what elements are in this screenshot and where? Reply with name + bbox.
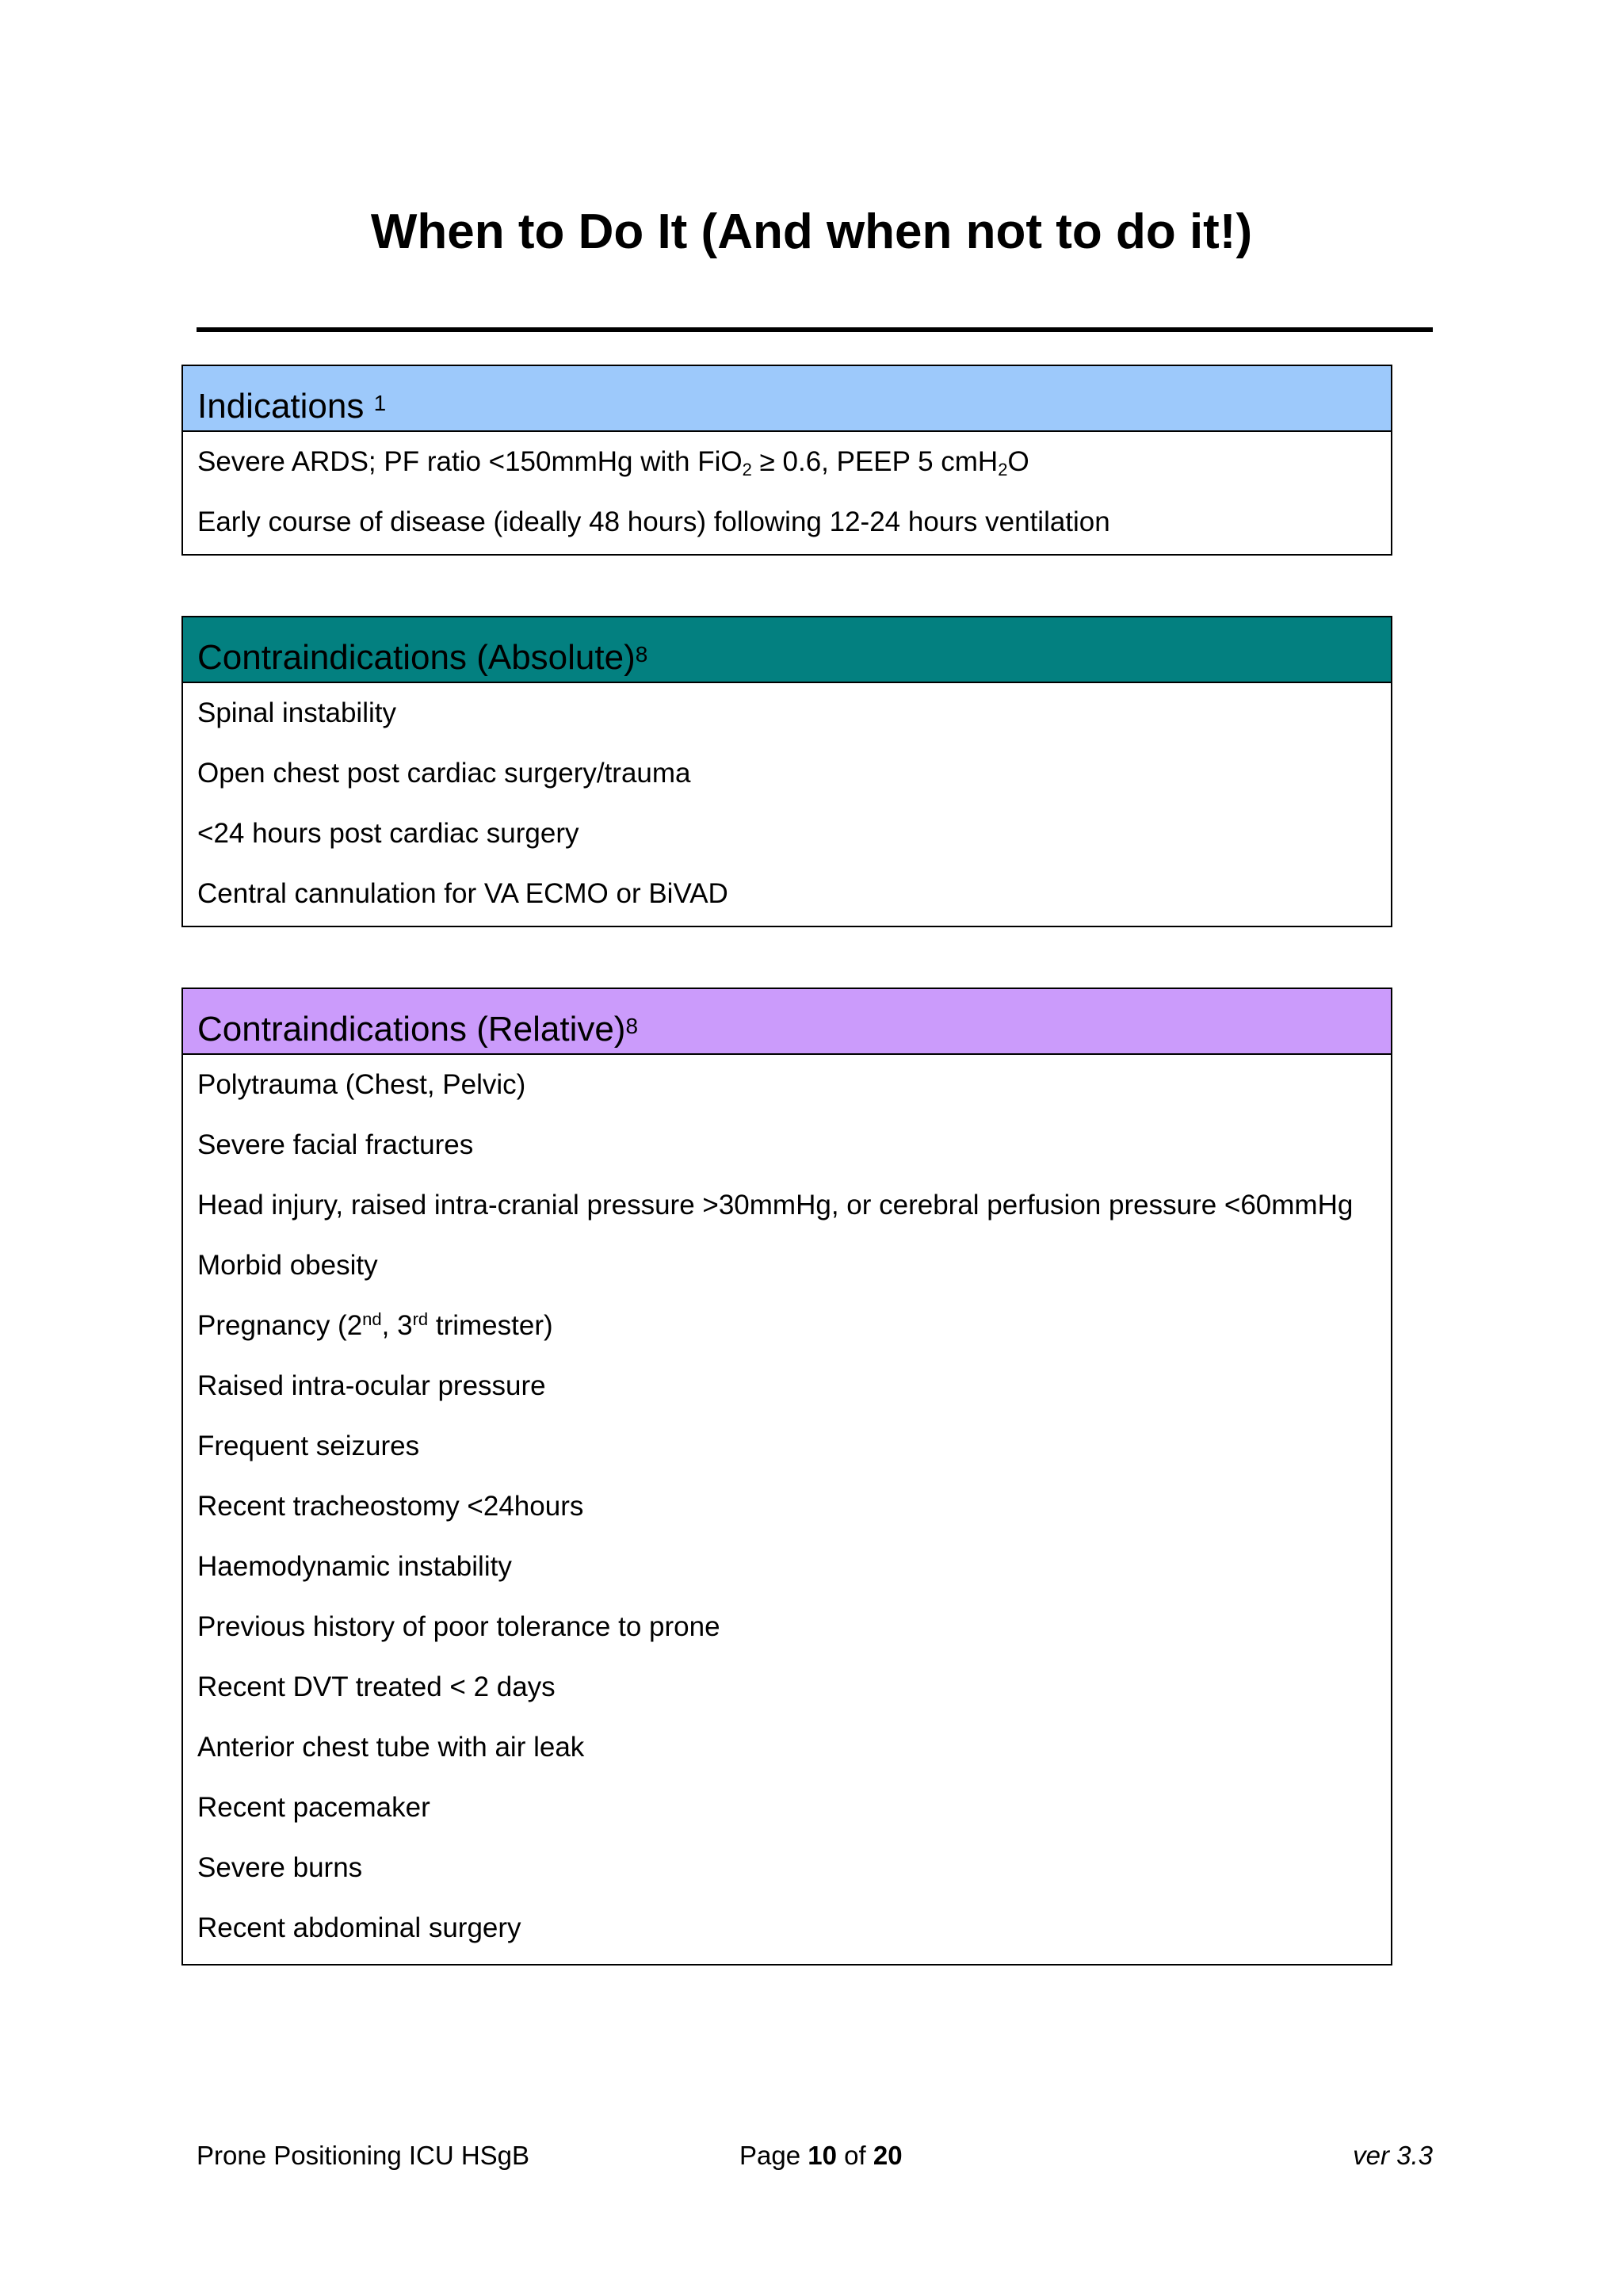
relative-header-text xyxy=(197,1009,638,1050)
list-item: Haemodynamic instability xyxy=(197,1551,512,1582)
page-word: Page xyxy=(739,2141,801,2170)
indications-header-label: Indications xyxy=(197,387,365,426)
indications-header-text xyxy=(197,386,386,427)
list-item: Recent pacemaker xyxy=(197,1792,430,1823)
indications-header xyxy=(183,366,1391,432)
page-title: When to Do It (And when not to do it!) xyxy=(370,204,1253,259)
item-text: ≥ 0.6, PEEP 5 cmH xyxy=(751,446,999,477)
superscript: rd xyxy=(412,1309,429,1329)
indications-body xyxy=(183,432,1391,554)
list-item: Severe burns xyxy=(197,1852,363,1883)
list-item: Early course of disease (ideally 48 hours) following 12-24 hours ventilation xyxy=(197,506,1110,537)
list-item xyxy=(197,432,1391,492)
list-item xyxy=(197,1296,1391,1356)
list-item: Frequent seizures xyxy=(197,1431,420,1461)
relative-reference: 8 xyxy=(625,1014,639,1038)
superscript: nd xyxy=(362,1309,382,1329)
list-item: Recent tracheostomy <24hours xyxy=(197,1491,584,1522)
list-item: Polytrauma (Chest, Pelvic) xyxy=(197,1069,526,1100)
item-text: Severe ARDS; PF ratio <150mmHg with FiO xyxy=(197,446,743,477)
list-item: Raised intra-ocular pressure xyxy=(197,1370,546,1401)
item-text: O xyxy=(1007,446,1029,477)
list-item: Severe facial fractures xyxy=(197,1129,474,1160)
list-item: Anterior chest tube with air leak xyxy=(197,1732,585,1763)
list-item: Recent DVT treated < 2 days xyxy=(197,1671,556,1702)
relative-contraindications-table xyxy=(181,988,1392,1966)
absolute-reference: 8 xyxy=(635,642,648,667)
list-item: Spinal instability xyxy=(197,697,396,728)
relative-contraindications-header xyxy=(183,989,1391,1055)
item-text: Pregnancy (2 xyxy=(197,1310,363,1341)
absolute-contraindications-body xyxy=(183,683,1391,926)
list-item: Recent abdominal surgery xyxy=(197,1912,521,1943)
page-current: 10 xyxy=(808,2141,837,2170)
list-item: Morbid obesity xyxy=(197,1250,378,1281)
page-of: of xyxy=(844,2141,866,2170)
relative-contraindications-body xyxy=(183,1055,1391,1964)
item-text: trimester) xyxy=(428,1310,553,1341)
title-divider xyxy=(197,327,1433,332)
footer-document-name: Prone Positioning ICU HSgB xyxy=(197,2141,530,2170)
indications-table xyxy=(181,365,1392,556)
absolute-contraindications-table xyxy=(181,616,1392,927)
absolute-header-text xyxy=(197,637,647,678)
subscript: 2 xyxy=(742,460,752,479)
list-item: Central cannulation for VA ECMO or BiVAD xyxy=(197,878,728,909)
indications-reference: 1 xyxy=(373,391,387,415)
list-item: Head injury, raised intra-cranial pressure >30mmHg, or cerebral perfusion pressure <60mmHg xyxy=(197,1190,1354,1221)
page-total: 20 xyxy=(873,2141,903,2170)
list-item: Previous history of poor tolerance to prone xyxy=(197,1611,720,1642)
item-text: , 3 xyxy=(381,1310,413,1341)
relative-header-label: Contraindications (Relative) xyxy=(197,1010,626,1049)
footer-version: ver 3.3 xyxy=(1353,2141,1433,2170)
absolute-contraindications-header xyxy=(183,617,1391,683)
absolute-header-label: Contraindications (Absolute) xyxy=(197,638,636,677)
subscript: 2 xyxy=(998,460,1008,479)
list-item: Open chest post cardiac surgery/trauma xyxy=(197,758,691,789)
list-item: <24 hours post cardiac surgery xyxy=(197,818,579,849)
footer-page-number xyxy=(739,2138,903,2173)
